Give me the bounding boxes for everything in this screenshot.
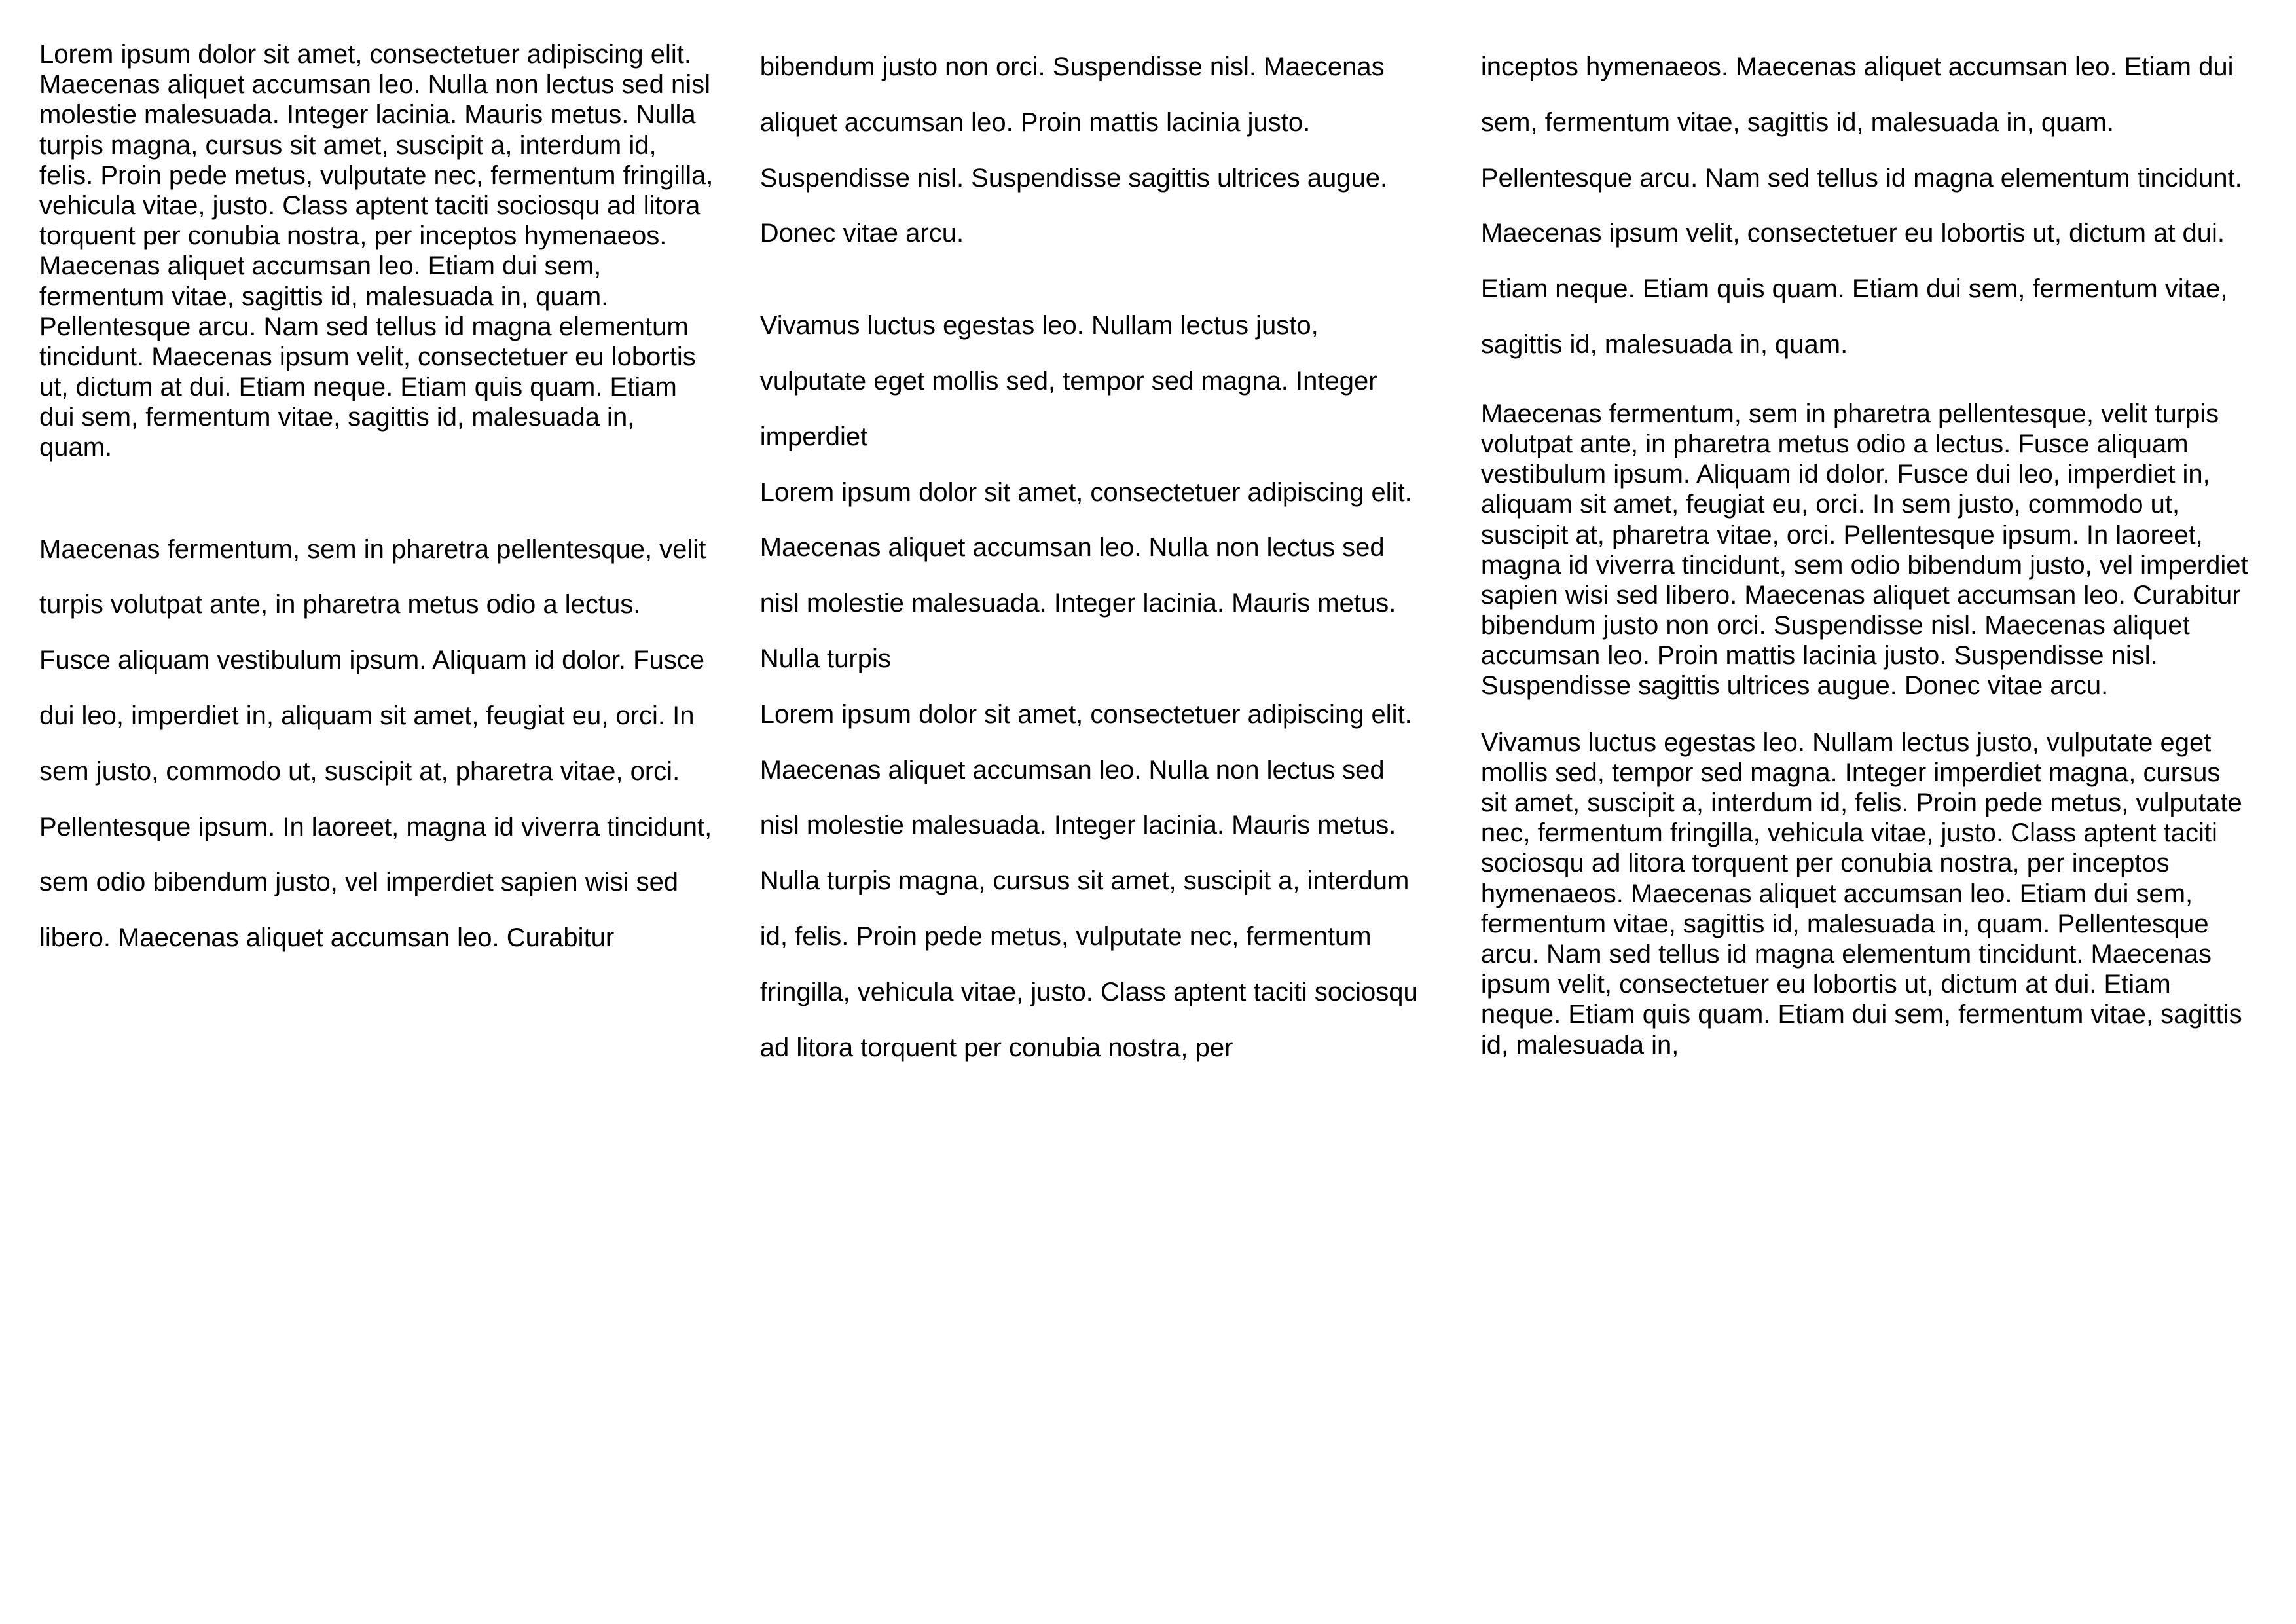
paragraph-spacer [1481, 373, 2250, 399]
paragraph-spacer [760, 261, 1422, 298]
paragraph-c2-p3: Lorem ipsum dolor sit amet, consectetuer adipiscing elit. Maecenas aliquet accumsan leo. Nulla non lectus sed nisl molestie malesuada. Integer lacinia. Mauris metus. Nulla turpis [759, 477, 1412, 673]
paragraph-c2-p4: Lorem ipsum dolor sit amet, consectetuer adipiscing elit. Maecenas aliquet accumsan leo. Nulla non lectus sed nisl molestie malesuada. Integer lacinia. Mauris metus. Nulla turpis magna, cursus sit amet, suscipit a, interdum id, felis. Proin pede metus, vulputate nec, fermentum fringilla, vehicula vitae, justo. Class aptent taciti sociosqu ad litora torquent per conubia nostra, per [759, 699, 1418, 1062]
paragraph-c3-p2: Maecenas fermentum, sem in pharetra pellentesque, velit turpis volutpat ante, in pharetra metus odio a lectus. Fusce aliquam vestibulum ipsum. Aliquam id dolor. Fusce dui leo, imperdiet in, aliquam sit amet, feugiat eu, orci. In sem justo, commodo ut, suscipit at, pharetra vitae, orci. Pellentesque ipsum. In laoreet, magna id viverra tincidunt, sem odio bibendum justo, vel imperdiet sapien wisi sed libero. Maecenas aliquet accumsan leo. Curabitur bibendum justo non orci. Suspendisse nisl. Maecenas aliquet accumsan leo. Proin mattis lacinia justo. Suspendisse nisl. Suspendisse sagittis ultrices augue. Donec vitae arcu. [1480, 399, 2248, 701]
text-column-left [39, 39, 760, 1598]
paragraph-c2-p1: bibendum justo non orci. Suspendisse nisl. Maecenas aliquet accumsan leo. Proin mattis lacinia justo. Suspendisse nisl. Suspendisse sagittis ultrices augue. Donec vitae arcu. [759, 52, 1388, 248]
text-column-right [1481, 39, 2250, 1598]
paragraph-spacer [39, 463, 714, 522]
paragraph-spacer [1481, 701, 2250, 728]
paragraph-c3-p1: inceptos hymenaeos. Maecenas aliquet accumsan leo. Etiam dui sem, fermentum vitae, sagittis id, malesuada in, quam. Pellentesque arcu. Nam sed tellus id magna elementum tincidunt. Maecenas ipsum velit, consectetuer eu lobortis ut, dictum at dui. Etiam neque. Etiam quis quam. Etiam dui sem, fermentum vitae, sagittis id, malesuada in, quam. [1480, 52, 2242, 359]
text-column-center [760, 39, 1481, 1598]
paragraph-c1-p1: Lorem ipsum dolor sit amet, consectetuer adipiscing elit. Maecenas aliquet accumsan leo. Nulla non lectus sed nisl molestie malesuada. Integer lacinia. Mauris metus. Nulla turpis magna, cursus sit amet, suscipit a, interdum id, felis. Proin pede metus, vulputate nec, fermentum fringilla, vehicula vitae, justo. Class aptent taciti sociosqu ad litora torquent per conubia nostra, per inceptos hymenaeos. Maecenas aliquet accumsan leo. Etiam dui sem, fermentum vitae, sagittis id, malesuada in, quam. Pellentesque arcu. Nam sed tellus id magna elementum tincidunt. Maecenas ipsum velit, consectetuer eu lobortis ut, dictum at dui. Etiam neque. Etiam quis quam. Etiam dui sem, fermentum vitae, sagittis id, malesuada in, quam. [39, 40, 714, 462]
paragraph-c2-p2: Vivamus luctus egestas leo. Nullam lectus justo, vulputate eget mollis sed, tempor sed magna. Integer imperdiet [759, 311, 1377, 451]
paragraph-c3-p3: Vivamus luctus egestas leo. Nullam lectus justo, vulputate eget mollis sed, tempor sed magna. Integer imperdiet magna, cursus sit amet, suscipit a, interdum id, felis. Proin pede metus, vulputate nec, fermentum fringilla, vehicula vitae, justo. Class aptent taciti sociosqu ad litora torquent per conubia nostra, per inceptos hymenaeos. Maecenas aliquet accumsan leo. Etiam dui sem, fermentum vitae, sagittis id, malesuada in, quam. Pellentesque arcu. Nam sed tellus id magna elementum tincidunt. Maecenas ipsum velit, consectetuer eu lobortis ut, dictum at dui. Etiam neque. Etiam quis quam. Etiam dui sem, fermentum vitae, sagittis id, malesuada in, [1480, 728, 2242, 1060]
paragraph-c1-p2: Maecenas fermentum, sem in pharetra pellentesque, velit turpis volutpat ante, in pharetra metus odio a lectus. Fusce aliquam vestibulum ipsum. Aliquam id dolor. Fusce dui leo, imperdiet in, aliquam sit amet, feugiat eu, orci. In sem justo, commodo ut, suscipit at, pharetra vitae, orci. Pellentesque ipsum. In laoreet, magna id viverra tincidunt, sem odio bibendum justo, vel imperdiet sapien wisi sed libero. Maecenas aliquet accumsan leo. Curabitur [39, 534, 712, 953]
